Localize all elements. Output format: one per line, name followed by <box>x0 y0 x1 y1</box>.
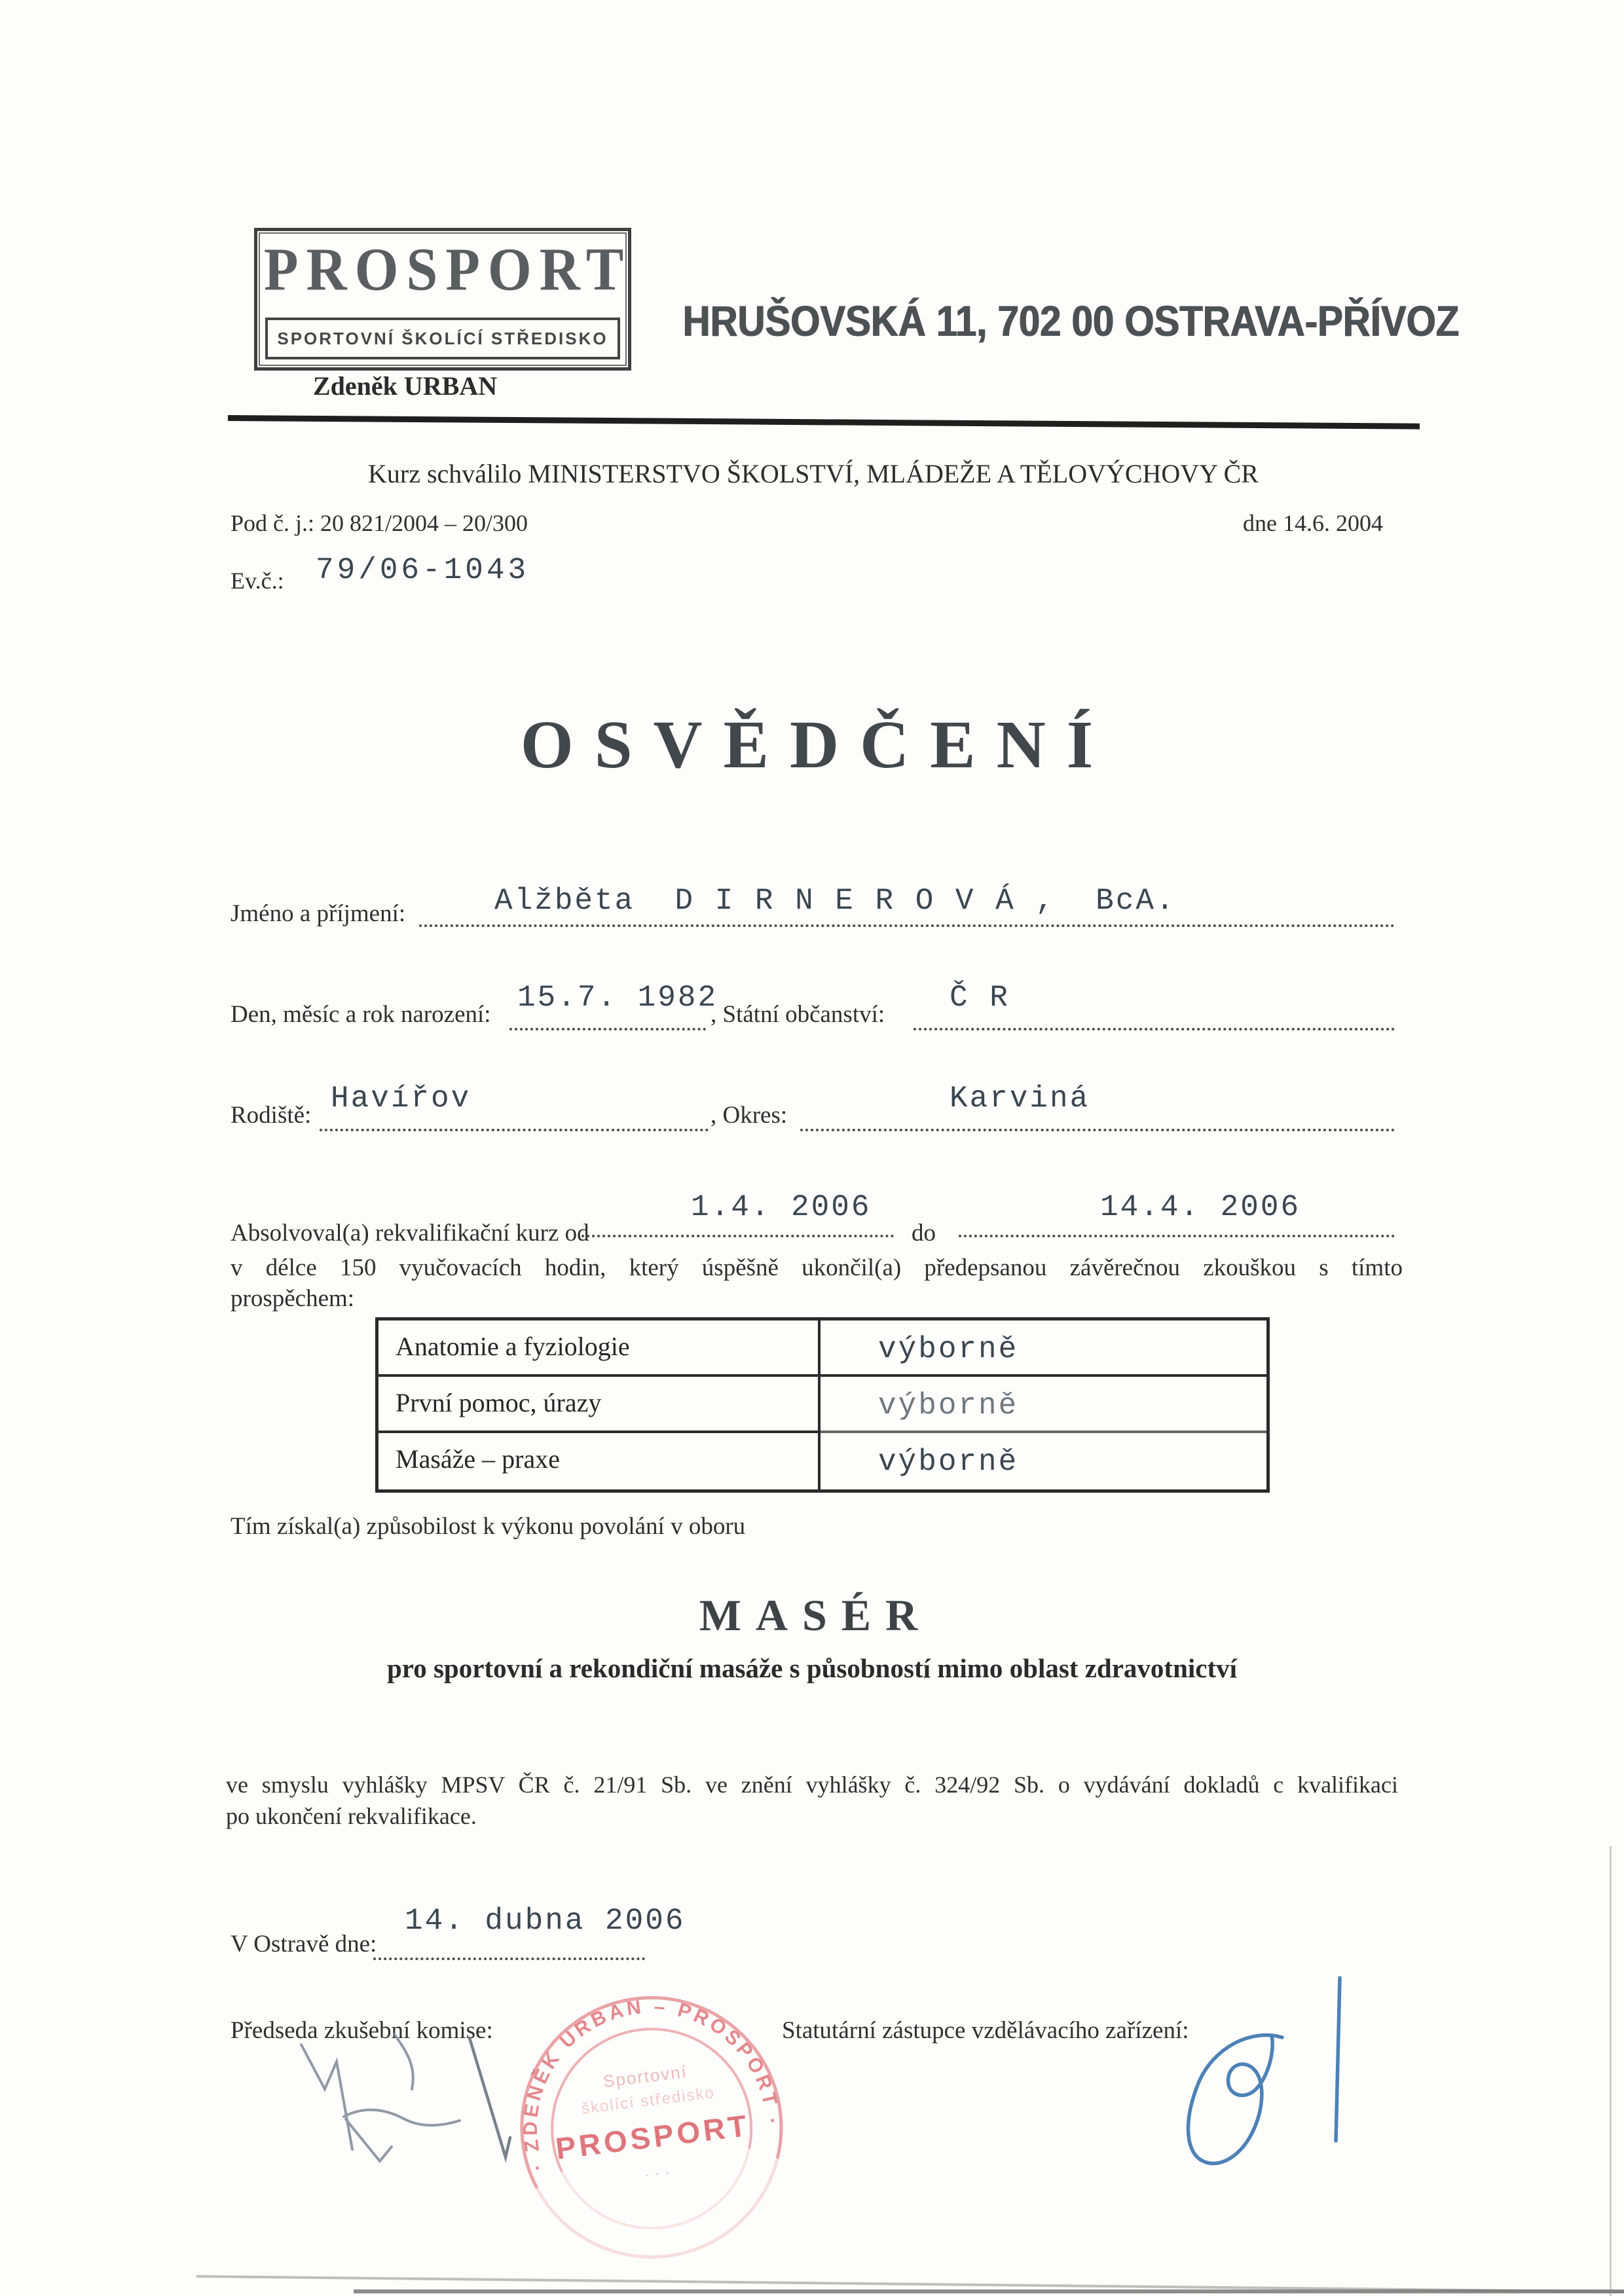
district-dotted-line <box>800 1129 1395 1131</box>
signature-vertical-stroke <box>1336 1978 1340 2141</box>
course-text-line2: prospěchem: <box>231 1285 355 1312</box>
stamp-ring-textpath: · ZDENĚK URBAN – PROSPORT · <box>519 1995 784 2174</box>
pencil-stroke <box>394 2034 413 2089</box>
place-date-value: 14. dubna 2006 <box>405 1904 686 1938</box>
round-stamp <box>507 1984 796 2291</box>
birthdate-label: Den, měsíc a rok narození: <box>231 1001 491 1028</box>
citizenship-value: Č R <box>950 981 1010 1015</box>
district-value: Karviná <box>950 1082 1090 1116</box>
pencil-stroke <box>470 2038 510 2157</box>
header-rule <box>228 415 1420 429</box>
legal-text-line1: ve smyslu vyhlášky MPSV ČR č. 21/91 Sb. ve znění vyhlášky č. 324/92 Sb. o vydávání dokladů c kvalifikaci <box>226 1772 1398 1798</box>
citizenship-label: , Státní občanství: <box>710 1001 885 1028</box>
ev-label: Ev.č.: <box>231 568 284 594</box>
course-text-line1: v délce 150 vyučovacích hodin, který úspěšně ukončil(a) předepsanou závěrečnou zkouškou s tímto <box>231 1254 1403 1281</box>
ref-value: 20 821/2004 – 20/300 <box>320 510 528 536</box>
legal-text-line2: po ukončení rekvalifikace. <box>226 1803 477 1829</box>
course-to-dotted-line <box>959 1235 1395 1237</box>
birthplace-label: Rodiště: <box>231 1102 312 1129</box>
address-header: HRUŠOVSKÁ 11, 702 00 OSTRAVA-PŘÍVOZ <box>682 297 1459 345</box>
table-row-grade <box>821 1321 1266 1377</box>
approval-line: Kurz schválilo MINISTERSTVO ŠKOLSTVÍ, MLÁDEŽE A TĚLOVÝCHOVY ČR <box>368 459 1259 488</box>
profession-title: MASÉR <box>699 1590 932 1640</box>
grade-value: výborně <box>878 1332 1019 1366</box>
pencil-stroke <box>346 2119 392 2161</box>
ref-number-line <box>231 509 528 537</box>
stamp-inner-ring-faded <box>562 2149 757 2239</box>
course-label: Absolvoval(a) rekvalifikační kurz od <box>231 1220 589 1247</box>
logo-subtitle: SPORTOVNÍ ŠKOLÍCÍ STŘEDISKO <box>265 318 620 359</box>
grade-value: výborně <box>878 1445 1019 1479</box>
ref-space <box>314 510 320 536</box>
place-date-label: V Ostravě dne: <box>231 1931 377 1958</box>
course-to-value: 14.4. 2006 <box>1100 1190 1301 1224</box>
pencil-stroke <box>301 2045 352 2149</box>
birthplace-dotted-line <box>320 1129 709 1131</box>
stamp-decoration-dots: · · · <box>643 2163 671 2185</box>
issuer-name: Zdeněk URBAN <box>313 371 498 401</box>
table-row-grade <box>821 1377 1266 1433</box>
table-row-grade <box>821 1433 1266 1489</box>
ref-label: Pod č. j.: <box>231 510 315 536</box>
table-row-subject: První pomoc, úrazy <box>378 1377 821 1433</box>
chairman-signature-label: Předseda zkušební komise: <box>231 2017 493 2044</box>
name-dotted-line <box>419 924 1395 927</box>
birthdate-value: 15.7. 1982 <box>517 981 718 1015</box>
stamp-line1: Sportovní <box>602 2061 689 2092</box>
scan-bottom-line <box>354 2289 1624 2293</box>
qualification-line: Tím získal(a) způsobilost k výkonu povolání v oboru <box>231 1513 746 1540</box>
scan-edge-line <box>1610 1846 1612 2296</box>
place-date-dotted-line <box>373 1958 645 1960</box>
signature-loop <box>1188 2035 1282 2164</box>
grades-table <box>375 1317 1270 1493</box>
ev-value: 79/06-1043 <box>316 553 530 587</box>
citizenship-dotted-line <box>913 1028 1395 1030</box>
birthdate-dotted-line <box>509 1028 706 1030</box>
grade-value: výborně <box>878 1389 1019 1423</box>
table-row-subject: Masáže – praxe <box>378 1433 821 1489</box>
pencil-stroke <box>344 2110 460 2126</box>
course-do-label: do <box>912 1220 936 1247</box>
district-label: , Okres: <box>710 1102 788 1129</box>
chairman-signature <box>282 2026 530 2177</box>
name-value: Alžběta D I R N E R O V Á , BcA. <box>494 884 1176 918</box>
approval-date: dne 14.6. 2004 <box>1243 510 1383 536</box>
prosport-logo <box>254 228 631 371</box>
logo-brand-text: PROSPORT <box>264 235 632 303</box>
name-label: Jméno a příjmení: <box>231 900 406 927</box>
table-row-subject: Anatomie a fyziologie <box>378 1321 821 1377</box>
birthplace-value: Havířov <box>331 1082 471 1116</box>
course-from-value: 1.4. 2006 <box>691 1190 872 1224</box>
representative-signature-label: Statutární zástupce vzdělávacího zařízení: <box>782 2017 1189 2044</box>
representative-signature <box>1172 1967 1382 2229</box>
certificate-title: OSVĚDČENÍ <box>520 707 1115 782</box>
stamp-line2: školící středisko <box>580 2083 716 2118</box>
course-from-dotted-line <box>581 1235 894 1237</box>
stamp-main-text: PROSPORT <box>553 2107 752 2166</box>
profession-scope: pro sportovní a rekondiční masáže s působností mimo oblast zdravotnictví <box>386 1653 1238 1683</box>
